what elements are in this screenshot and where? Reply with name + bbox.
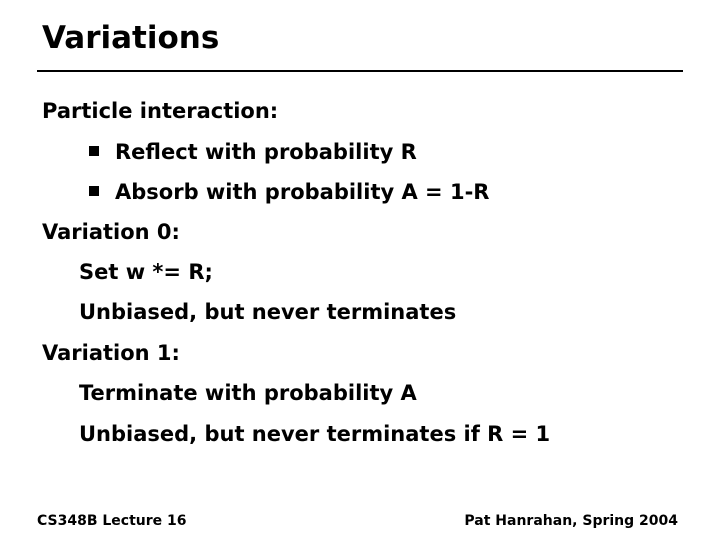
footer-author: Pat Hanrahan, Spring 2004 [464, 513, 678, 529]
square-bullet-icon [89, 146, 99, 156]
slide-title: Variations [42, 20, 220, 56]
body-line-unbiased: Unbiased, but never terminates [79, 300, 457, 324]
bullet-item-reflect [89, 138, 417, 166]
title-divider [37, 70, 683, 72]
bullet-text: Absorb with probability A = 1-R [115, 180, 490, 204]
body-line-terminate: Terminate with probability A [79, 381, 417, 405]
body-line-unbiased-if-r: Unbiased, but never terminates if R = 1 [79, 422, 551, 446]
heading-variation-0: Variation 0: [42, 220, 180, 244]
bullet-item-absorb [89, 178, 489, 206]
heading-particle-interaction: Particle interaction: [42, 99, 279, 123]
footer-course: CS348B Lecture 16 [37, 513, 187, 529]
bullet-text: Reflect with probability R [115, 140, 417, 164]
body-line-set-w: Set w *= R; [79, 260, 213, 284]
square-bullet-icon [89, 186, 99, 196]
heading-variation-1: Variation 1: [42, 341, 180, 365]
